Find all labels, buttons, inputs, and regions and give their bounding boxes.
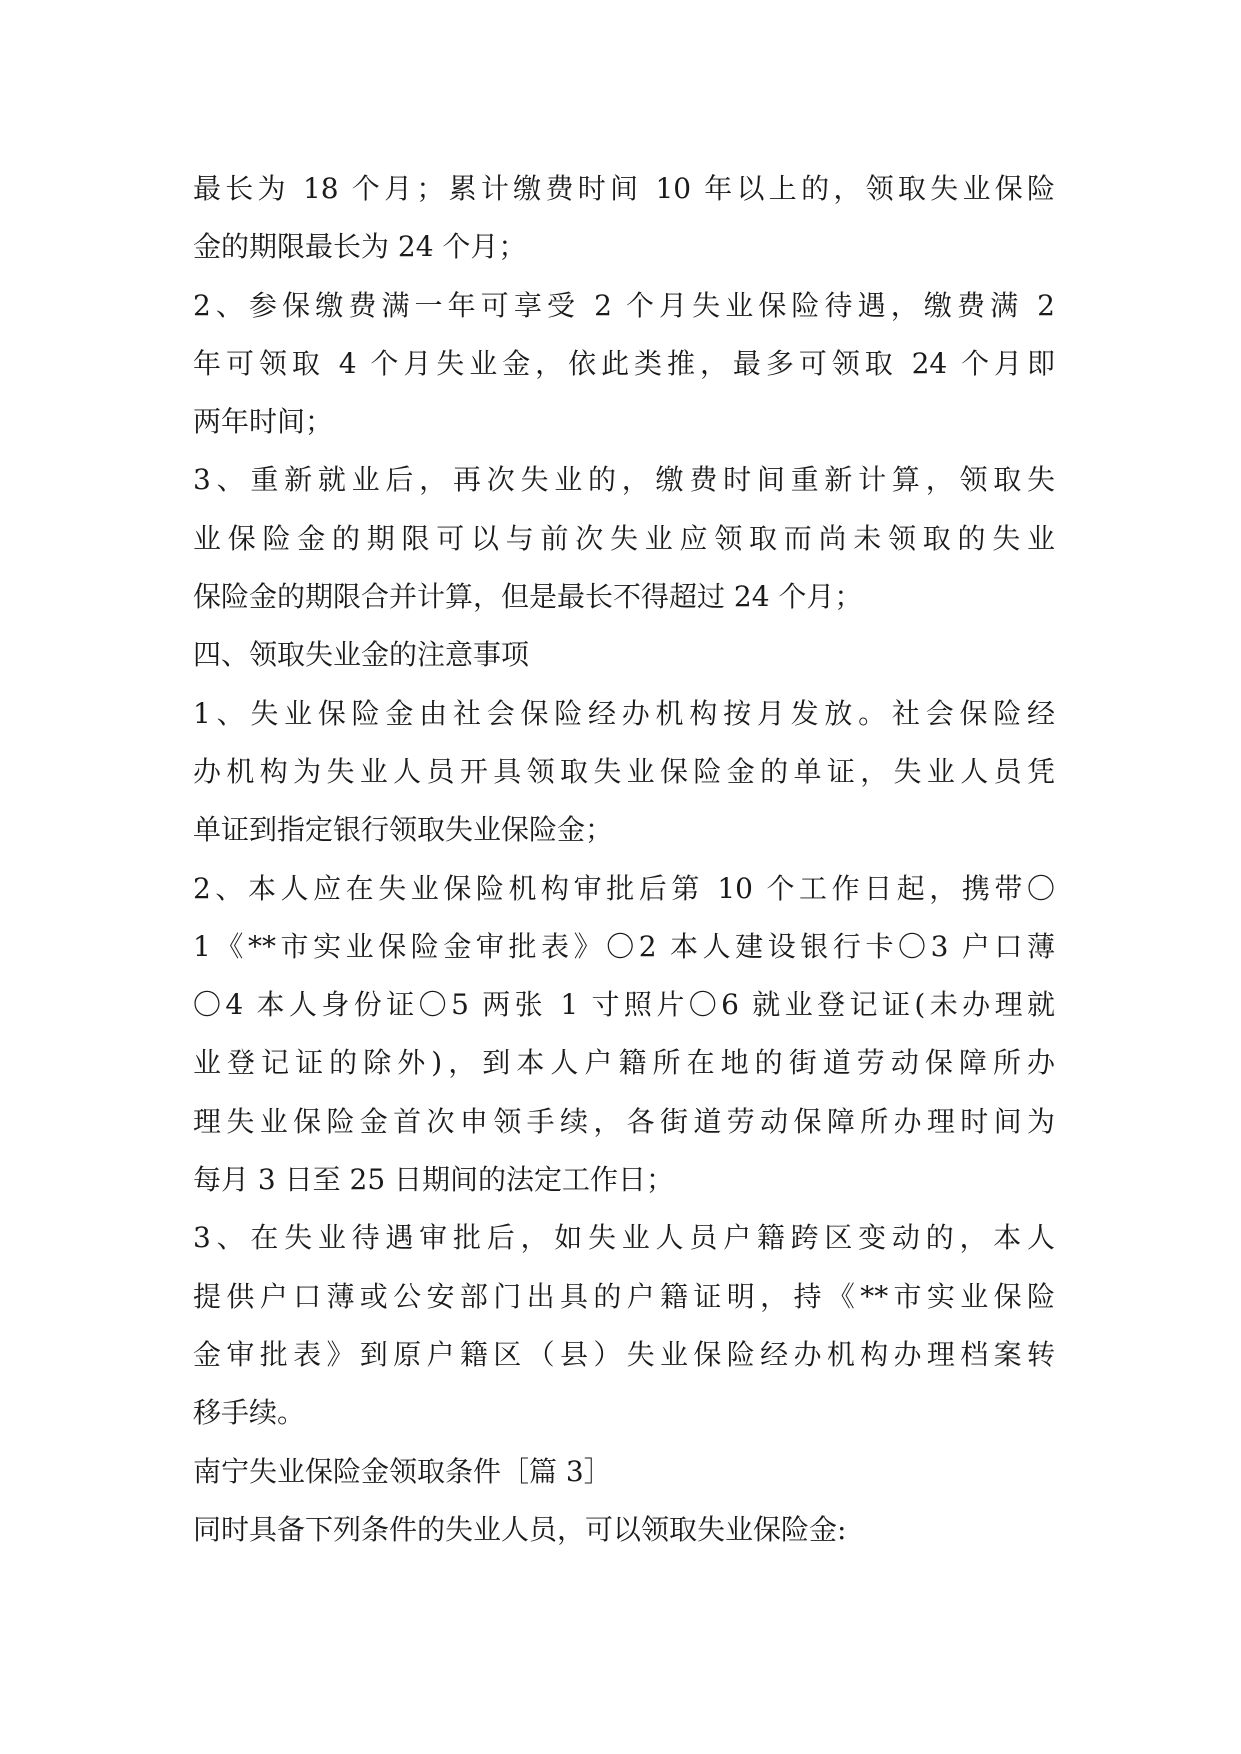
text-line: 理失业保险金首次申领手续，各街道劳动保障所办理时间为 bbox=[193, 1104, 1055, 1138]
text-line: 年可领取 4 个月失业金，依此类推，最多可领取 24 个月即 bbox=[193, 346, 1055, 380]
document-body bbox=[193, 160, 1055, 1559]
text-line: 最长为 18 个月；累计缴费时间 10 年以上的，领取失业保险 bbox=[193, 172, 1055, 205]
text-line: 办机构为失业人员开具领取失业保险金的单证，失业人员凭 bbox=[193, 754, 1055, 788]
text-line: 两年时间； bbox=[193, 405, 334, 439]
text-line: 金的期限最长为 24 个月； bbox=[193, 230, 527, 264]
text-line: 业登记证的除外)，到本人户籍所在地的街道劳动保障所办 bbox=[193, 1046, 1055, 1080]
text-line: 1《**市实业保险金审批表》〇2 本人建设银行卡〇3 户口薄 bbox=[193, 929, 1055, 963]
text-line: 2、参保缴费满一年可享受 2 个月失业保险待遇，缴费满 2 bbox=[193, 288, 1055, 322]
text-line: 四、领取失业金的注意事项 bbox=[193, 638, 530, 672]
text-line: 保险金的期限合并计算，但是最长不得超过 24 个月； bbox=[193, 580, 863, 614]
text-line: 3、在失业待遇审批后，如失业人员户籍跨区变动的，本人 bbox=[193, 1221, 1055, 1255]
text-line: 金审批表》到原户籍区（县）失业保险经办机构办理档案转 bbox=[193, 1337, 1055, 1371]
text-line: 业保险金的期限可以与前次失业应领取而尚未领取的失业 bbox=[193, 521, 1055, 555]
text-line: 每月 3 日至 25 日期间的法定工作日； bbox=[193, 1163, 675, 1197]
text-line: 3、重新就业后，再次失业的，缴费时间重新计算，领取失 bbox=[193, 463, 1055, 497]
text-line: 提供户口薄或公安部门出具的户籍证明，持《**市实业保险 bbox=[193, 1279, 1055, 1313]
text-line: 同时具备下列条件的失业人员，可以领取失业保险金: bbox=[193, 1512, 847, 1546]
text-line: 单证到指定银行领取失业保险金； bbox=[193, 813, 614, 847]
text-line: 2、本人应在失业保险机构审批后第 10 个工作日起，携带〇 bbox=[193, 871, 1055, 905]
text-line: 南宁失业保险金领取条件［篇 3］ bbox=[193, 1454, 612, 1488]
text-line: 〇4 本人身份证〇5 两张 1 寸照片〇6 就业登记证(未办理就 bbox=[193, 988, 1055, 1022]
text-line: 移手续。 bbox=[193, 1396, 306, 1430]
text-line: 1、失业保险金由社会保险经办机构按月发放。社会保险经 bbox=[193, 696, 1055, 730]
